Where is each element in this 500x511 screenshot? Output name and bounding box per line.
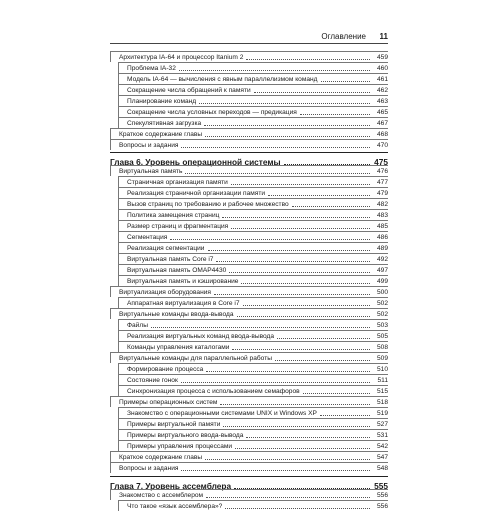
toc-entry-page: 556 — [376, 503, 388, 510]
toc-entry — [118, 84, 388, 95]
toc-entry-page: 502 — [376, 300, 388, 307]
toc-entry-page: 515 — [376, 388, 388, 395]
toc-leader-dots — [170, 239, 370, 240]
toc-entry — [118, 95, 388, 106]
toc-leader-dots — [231, 228, 370, 229]
toc-entry — [110, 139, 388, 150]
toc-entry — [118, 440, 388, 451]
toc-entry-page: 548 — [376, 465, 388, 472]
toc-entry-page: 479 — [376, 190, 388, 197]
toc-entry — [118, 341, 388, 352]
toc-entry-page: 509 — [376, 355, 388, 362]
toc-entry-title: Архитектура IA-64 и процессор Itanium 2 — [119, 54, 244, 61]
toc-entry-title: Виртуальная память OMAP4430 — [127, 267, 227, 274]
toc-entry-title: Вопросы и задания — [119, 142, 179, 149]
toc-entry-page: 502 — [376, 311, 388, 318]
toc-leader-dots — [243, 305, 371, 306]
toc-entry — [118, 117, 388, 128]
header-page-number: 11 — [379, 32, 388, 41]
toc-leader-dots — [205, 459, 370, 460]
toc-entry — [110, 489, 388, 500]
toc-entry-title: Виртуальные команды ввода-вывода — [119, 311, 234, 318]
toc-entry-title: Синхронизация процесса с использованием семафоров — [127, 388, 300, 395]
toc-leader-dots — [220, 404, 370, 405]
toc-entry — [110, 128, 388, 139]
toc-leader-dots — [231, 184, 370, 185]
toc-entry-page: 556 — [376, 492, 388, 499]
toc-leader-dots — [216, 261, 370, 262]
toc-entry-title: Примеры управления процессами — [127, 443, 233, 450]
toc-entry-title: Размер страниц и фрагментация — [127, 223, 229, 230]
toc-entry-title: Краткое содержание главы — [119, 131, 203, 138]
toc-entry — [118, 209, 388, 220]
toc-entry-page: 461 — [376, 76, 388, 83]
toc-leader-dots — [225, 508, 370, 509]
toc-leader-dots — [232, 349, 370, 350]
toc-entry-page: 485 — [376, 223, 388, 230]
toc-entry-title: Вызов страниц по требованию и рабочее множество — [127, 201, 289, 208]
toc-entry-page: 505 — [376, 333, 388, 340]
toc-leader-dots — [181, 382, 370, 383]
toc-entry-page: 542 — [376, 443, 388, 450]
toc-entry — [110, 308, 388, 319]
toc-leader-dots — [241, 283, 370, 284]
toc-entry-page: 503 — [376, 322, 388, 329]
toc-entry-page: 518 — [376, 399, 388, 406]
toc-leader-dots — [179, 70, 370, 71]
toc-entry-page: 462 — [376, 87, 388, 94]
toc-entry-page: 460 — [376, 65, 388, 72]
toc-entry — [118, 187, 388, 198]
header-title: Оглавление — [321, 32, 366, 41]
toc-entry-title: Сегментация — [127, 234, 168, 241]
toc-entry — [118, 106, 388, 117]
toc-entry-title: Планирование команд — [127, 98, 197, 105]
toc-entry — [110, 396, 388, 407]
toc-leader-dots — [246, 437, 370, 438]
toc-entry-page: 510 — [376, 366, 388, 373]
toc-entry-page: 547 — [376, 454, 388, 461]
running-header — [110, 30, 388, 44]
toc-leader-dots — [292, 206, 370, 207]
toc-entry — [118, 73, 388, 84]
toc-leader-dots — [206, 371, 370, 372]
toc-entry — [118, 198, 388, 209]
toc-entry-title: Модель IA-64 — вычисления с явным параллелизмом команд — [127, 76, 318, 83]
toc-entry-page: 486 — [376, 234, 388, 241]
toc-entry — [110, 286, 388, 297]
toc-entry-page: 465 — [376, 109, 388, 116]
toc-entry — [110, 352, 388, 363]
toc-entry-title: Команды управления каталогами — [127, 344, 230, 351]
toc-leader-dots — [246, 59, 370, 60]
toc-entry-title: Глава 7. Уровень ассемблера — [110, 481, 232, 491]
toc-entry-title: Сокращение числа условных переходов — предикация — [127, 109, 297, 116]
toc-entry-page: 508 — [376, 344, 388, 351]
toc-entry-title: Реализация сегментации — [127, 245, 205, 252]
toc-entry-page: 459 — [376, 54, 388, 61]
toc-leader-dots — [151, 327, 370, 328]
toc-leader-dots — [206, 497, 370, 498]
toc-entry-page: 519 — [376, 410, 388, 417]
toc-leader-dots — [321, 81, 370, 82]
toc-entry-page: 467 — [376, 120, 388, 127]
toc-leader-dots — [277, 338, 370, 339]
toc-entry — [118, 253, 388, 264]
toc-entry — [118, 500, 388, 511]
toc-entry — [118, 330, 388, 341]
toc-entry — [118, 319, 388, 330]
toc-leader-dots — [268, 195, 370, 196]
toc-entry — [118, 407, 388, 418]
toc-entry-title: Реализация страничной организации памяти — [127, 190, 266, 197]
toc-leader-dots — [222, 217, 370, 218]
toc-entry-title: Сокращение числа обращений к памяти — [127, 87, 251, 94]
toc-leader-dots — [300, 114, 370, 115]
toc-entry-page: 497 — [376, 267, 388, 274]
toc-leader-dots — [185, 173, 370, 174]
toc-entry — [118, 231, 388, 242]
toc-entry-title: Глава 6. Уровень операционной системы — [110, 157, 281, 167]
toc-entry — [110, 462, 388, 473]
toc-entry-title: Вопросы и задания — [119, 465, 179, 472]
toc-entry — [110, 51, 388, 62]
toc-leader-dots — [181, 147, 370, 148]
toc-entry-title: Аппаратная виртуализация в Core i7 — [127, 300, 240, 307]
toc-leader-dots — [303, 393, 370, 394]
toc-entry-title: Примеры виртуального ввода-вывода — [127, 432, 244, 439]
toc-entry-page: 477 — [376, 179, 388, 186]
toc-entry-title: Виртуальная память Core i7 — [127, 256, 214, 263]
toc-entry-title: Политика замещения страниц — [127, 212, 220, 219]
toc-entry-page: 492 — [376, 256, 388, 263]
toc-leader-dots — [275, 360, 370, 361]
toc-entry-title: Краткое содержание главы — [119, 454, 203, 461]
toc-entry-title: Примеры операционных систем — [119, 399, 218, 406]
toc-entry — [118, 374, 388, 385]
toc-entry-page: 470 — [376, 142, 388, 149]
toc-entry-title: Страничная организация памяти — [127, 179, 228, 186]
toc-entry-page: 463 — [376, 98, 388, 105]
toc-entry — [118, 220, 388, 231]
toc-entry-title: Виртуальная память и кэширование — [127, 278, 239, 285]
toc-entry-title: Виртуальная память — [119, 168, 183, 175]
toc-entry — [118, 363, 388, 374]
toc-entry-title: Формирование процесса — [127, 366, 204, 373]
toc-entry-title: Знакомство с ассемблером — [119, 492, 204, 499]
toc-entry-page: 489 — [376, 245, 388, 252]
toc-entry-page: 555 — [374, 481, 388, 491]
toc-entry-page: 500 — [376, 289, 388, 296]
toc-entry-page: 468 — [376, 131, 388, 138]
toc-entry — [118, 297, 388, 308]
toc-entry-page: 531 — [376, 432, 388, 439]
toc-leader-dots — [235, 448, 370, 449]
toc-entry — [118, 385, 388, 396]
toc-entry — [118, 264, 388, 275]
toc-entry-title: Виртуальные команды для параллельной работы — [119, 355, 272, 362]
toc-entry-title: Что такое «язык ассемблера»? — [127, 503, 223, 510]
toc-entry-title: Знакомство с операционными системами UNIX и Windows XP — [127, 410, 317, 417]
toc-leader-dots — [237, 316, 370, 317]
toc-entry-title: Спекулятивная загрузка — [127, 120, 202, 127]
toc-entry-title: Примеры виртуальной памяти — [127, 421, 221, 428]
toc-entry-page: 511 — [377, 377, 388, 384]
toc-leader-dots — [204, 125, 370, 126]
toc-entry-page: 499 — [376, 278, 388, 285]
toc-leader-dots — [223, 426, 370, 427]
header-rule — [110, 43, 388, 44]
toc-entry-page: 483 — [376, 212, 388, 219]
toc-entry — [118, 176, 388, 187]
toc-entry — [110, 165, 388, 176]
toc-entry-title: Реализация виртуальных команд ввода-вывода — [127, 333, 275, 340]
toc-entry-page: 527 — [376, 421, 388, 428]
toc-entry-title: Виртуализация оборудования — [119, 289, 211, 296]
toc-entry-title: Проблема IA-32 — [127, 65, 176, 72]
toc-leader-dots — [320, 415, 370, 416]
toc-leader-dots — [208, 250, 371, 251]
toc-leader-dots — [254, 92, 370, 93]
toc-entry — [118, 275, 388, 286]
toc-entry — [110, 451, 388, 462]
toc-entry — [118, 429, 388, 440]
toc-entry — [118, 418, 388, 429]
toc-entry-title: Состояние гонок — [127, 377, 178, 384]
toc-entry-title: Файлы — [127, 322, 148, 329]
toc-entry — [118, 62, 388, 73]
toc-leader-dots — [181, 470, 370, 471]
toc-entry — [118, 242, 388, 253]
toc-leader-dots — [205, 136, 370, 137]
toc-leader-dots — [229, 272, 370, 273]
toc-leader-dots — [214, 294, 370, 295]
toc-entry-page: 476 — [376, 168, 388, 175]
toc-entry-page: 482 — [376, 201, 388, 208]
toc-entry-page: 475 — [374, 157, 388, 167]
toc-leader-dots — [199, 103, 370, 104]
